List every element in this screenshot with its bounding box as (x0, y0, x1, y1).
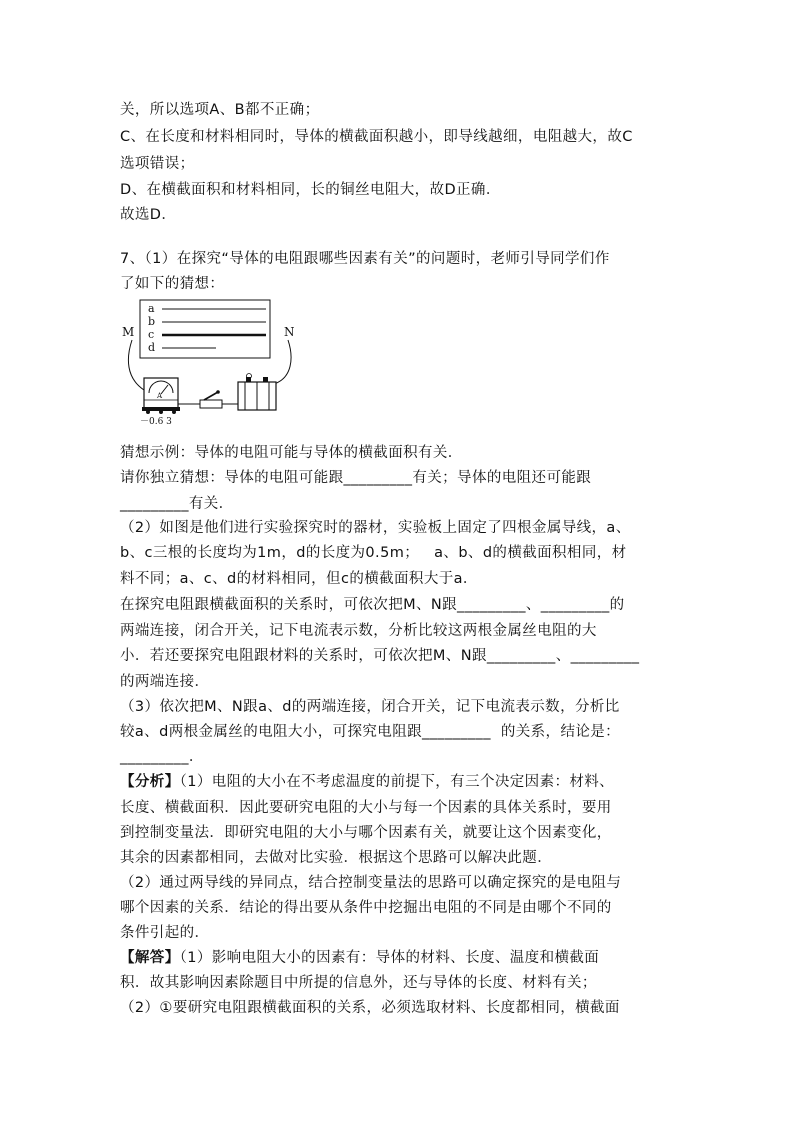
text-line: 关，所以选项A、B都不正确； (120, 102, 320, 118)
lead-wire-n (274, 340, 291, 384)
wire-label-c: c (148, 328, 155, 341)
question-7-intro: 了如下的猜想： (120, 276, 225, 292)
lead-wire-m (128, 340, 144, 390)
wire-label-a: a (148, 302, 155, 315)
text-line: 故选D． (120, 207, 177, 223)
ammeter-letter: A (157, 392, 163, 400)
switch-icon (200, 400, 222, 408)
wire-label-b: b (148, 315, 156, 328)
analysis-line: 长度、横截面积．因此要研究电阻的大小与每一个因素的具体关系时，要用 (120, 800, 612, 816)
question-7-part-2: 的两端连接． (120, 674, 210, 690)
answer-line: （2）①要研究电阻跟横截面积的关系，必须选取材料、长度都相同，横截面 (120, 1000, 620, 1016)
answer-line: 【解答】（1）影响电阻大小的因素有：导体的材料、长度、温度和横截面 (120, 950, 600, 966)
question-7-part-2: 在探究电阻跟横截面积的关系时，可依次把M、N跟_________、_________的 (120, 597, 625, 613)
wire-label-d: d (148, 341, 156, 354)
question-7-part-2: 两端连接，闭合开关，记下电流表示数，分析比较这两根金属丝电阻的大 (120, 623, 597, 639)
answer-line: 积．故其影响因素除题目中所提的信息外，还与导体的长度、材料有关； (120, 975, 597, 991)
question-7-part-2: 小．若还要探究电阻跟材料的关系时，可依次把M、N跟_________、_________ (120, 648, 640, 664)
analysis-tag: 【分析】 (120, 774, 180, 790)
analysis-line: 【分析】（1）电阻的大小在不考虑温度的前提下，有三个决定因素：材料、 (120, 774, 615, 790)
analysis-line: 哪个因素的关系．结论的得出要从条件中挖掘出电阻的不同是由哪个不同的 (120, 900, 612, 916)
answer-tag: 【解答】 (120, 950, 180, 966)
ammeter-scale-label: －0.6 3 (140, 417, 172, 426)
question-7-part-2: b、c三根的长度均为1m，d的长度为0.5m； a、b、d的横截面积相同，材 (120, 545, 627, 561)
analysis-line: （2）通过两导线的异同点，结合控制变量法的思路可以确定探究的是电阻与 (120, 875, 622, 891)
text-line: C、在长度和材料相同时，导体的横截面积越小，即导线越细，电阻越大，故C (120, 129, 633, 145)
text-line: D、在横截面积和材料相同，长的铜丝电阻大，故D正确． (120, 182, 501, 198)
question-7-part-2: （2）如图是他们进行实验探究时的器材，实验板上固定了四根金属导线，a、 (120, 520, 631, 536)
analysis-line: 其余的因素都相同，去做对比实验．根据这个思路可以解决此题． (120, 850, 553, 866)
terminal-m-label: M (122, 325, 135, 339)
question-7-part-3: 较a、d两根金属丝的电阻大小，可探究电阻跟_________ 的关系，结论是： (120, 724, 621, 740)
guess-prompt: 请你独立猜想：导体的电阻可能跟_________有关；导体的电阻还可能跟 (120, 470, 592, 486)
circuit-diagram (118, 296, 298, 426)
terminal-n-label: N (284, 325, 295, 339)
question-7-part-2: 料不同；a、c、d的材料相同，但c的横截面积大于a． (120, 571, 478, 587)
question-7-part-3: （3）依次把M、N跟a、d的两端连接，闭合开关，记下电流表示数，分析比 (120, 699, 620, 715)
analysis-line: 条件引起的． (120, 925, 210, 941)
guess-example: 猜想示例：导体的电阻可能与导体的横截面积有关． (120, 445, 463, 461)
question-7-part-3: _________． (120, 749, 204, 765)
guess-prompt: _________有关． (120, 496, 234, 512)
analysis-line: 到控制变量法．即研究电阻的大小与哪个因素有关，就要让这个因素变化， (120, 825, 612, 841)
text-line: 选项错误； (120, 156, 195, 172)
question-7-intro: 7、（1）在探究“导体的电阻跟哪些因素有关”的问题时，老师引导同学们作 (120, 251, 610, 267)
